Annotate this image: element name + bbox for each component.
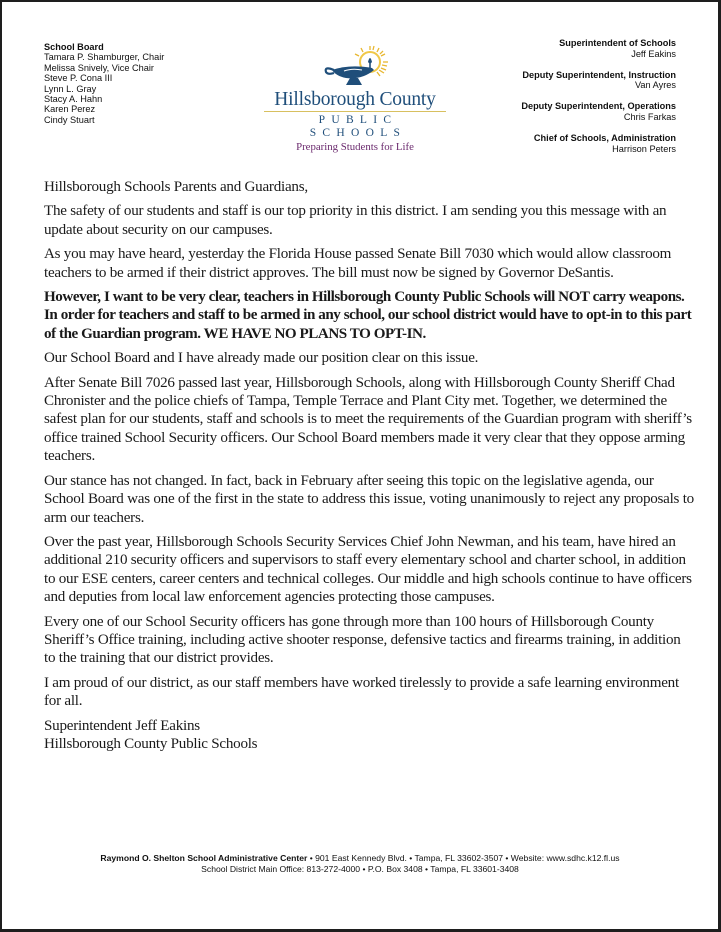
officer-title: Deputy Superintendent, Instruction (522, 69, 676, 80)
logo-tagline: Preparing Students for Life (296, 141, 414, 153)
paragraph: Every one of our School Security officers has gone through more than 100 hours of Hillsborough County Sheriff’s Office training, including active shooter response, defensive tactics and firearms training, in addition to the training that our district provides. (44, 613, 681, 667)
officer-title: Superintendent of Schools (559, 38, 676, 48)
officer-entry (521, 133, 676, 154)
board-member: Melissa Snively, Vice Chair (44, 62, 154, 73)
district-logo (260, 44, 450, 153)
paragraph: Our School Board and I have already made our position clear on this issue. (44, 350, 479, 367)
board-member: Karen Perez (44, 104, 96, 115)
admin-center-name: Raymond O. Shelton School Administrative Center (100, 853, 308, 863)
officer-entry (521, 38, 676, 59)
paragraph: After Senate Bill 7026 passed last year, Hillsborough Schools, along with Hillsborough County Sheriff Chad Chronister and the police chiefs of Tampa, Temple Terrace and Plant City met. Together, we determined the safest plan for our students, staff and schools is to meet the requirements of the Guardian program with sheriff’s office trained School Security officers. Our School Board members made it very clear that they oppose arming teachers. (44, 374, 692, 465)
letter-body (44, 178, 694, 753)
paragraph: Our stance has not changed. In fact, back in February after seeing this topic on the legislative agenda, our School Board was one of the first in the state to address this issue, voting unanimously to reject any proposals to arm our teachers. (44, 472, 694, 526)
paragraph: As you may have heard, yesterday the Florida House passed Senate Bill 7030 which would allow classroom teachers to be armed if their district approves. The bill must now be signed by Governor DeSantis. (44, 246, 672, 281)
school-board-list (44, 42, 164, 125)
board-member: Cindy Stuart (44, 114, 95, 125)
emphasis-paragraph: However, I want to be very clear, teachers in Hillsborough County Public Schools will NOT carry weapons. In order for teachers and staff to be armed in any school, our school district would have to opt-in to this part of the Guardian program. WE HAVE NO PLANS TO OPT-IN. (44, 289, 692, 342)
officer-name: Harrison Peters (612, 143, 676, 154)
board-member: Lynn L. Gray (44, 83, 97, 94)
lamp-of-learning-icon (310, 44, 400, 88)
footer-address-line (2, 853, 718, 864)
officer-entry (521, 101, 676, 122)
logo-name: Hillsborough County (274, 89, 436, 110)
paragraph: Over the past year, Hillsborough Schools Security Services Chief John Newman, and his team, have hired an additional 210 security officers and supervisors to staff every elementary school and charter school, in addition to our ESE centers, career centers and technical colleges. Our middle and high schools continue to have officers and deputies from local law enforcement agencies protecting those campuses. (44, 533, 692, 606)
address-details: • 901 East Kennedy Blvd. • Tampa, FL 33602-3507 • Website: www.sdhc.k12.fl.us (307, 853, 620, 863)
paragraph: The safety of our students and staff is our top priority in this district. I am sending you this message with an update about security on our campuses. (44, 203, 667, 238)
paragraph: I am proud of our district, as our staff members have worked tirelessly to provide a safe learning environment for all. (44, 674, 679, 710)
officer-title: Deputy Superintendent, Operations (521, 101, 676, 112)
logo-divider (264, 111, 446, 112)
letter-footer (2, 853, 718, 876)
district-officers (521, 38, 676, 165)
letter-page (2, 2, 718, 929)
logo-subtitle: PUBLIC SCHOOLS (309, 114, 407, 139)
officer-title: Chief of Schools, Administration (533, 133, 676, 144)
officer-name: Chris Farkas (623, 111, 676, 122)
signature (44, 717, 694, 754)
board-member: Tamara P. Shamburger, Chair (44, 52, 165, 63)
officer-name: Van Ayres (634, 80, 676, 91)
officer-name: Jeff Eakins (631, 48, 676, 59)
footer-contact-line: School District Main Office: 813-272-4000 • P.O. Box 3408 • Tampa, FL 33601-3408 (201, 864, 519, 875)
officer-entry (521, 70, 676, 91)
board-member: Steve P. Cona III (44, 73, 113, 84)
signature-line: Hillsborough County Public Schools (44, 735, 258, 752)
board-member: Stacy A. Hahn (44, 94, 103, 105)
school-board-heading: School Board (44, 42, 104, 52)
salutation: Hillsborough Schools Parents and Guardians, (44, 179, 308, 195)
signature-line: Superintendent Jeff Eakins (44, 717, 200, 734)
